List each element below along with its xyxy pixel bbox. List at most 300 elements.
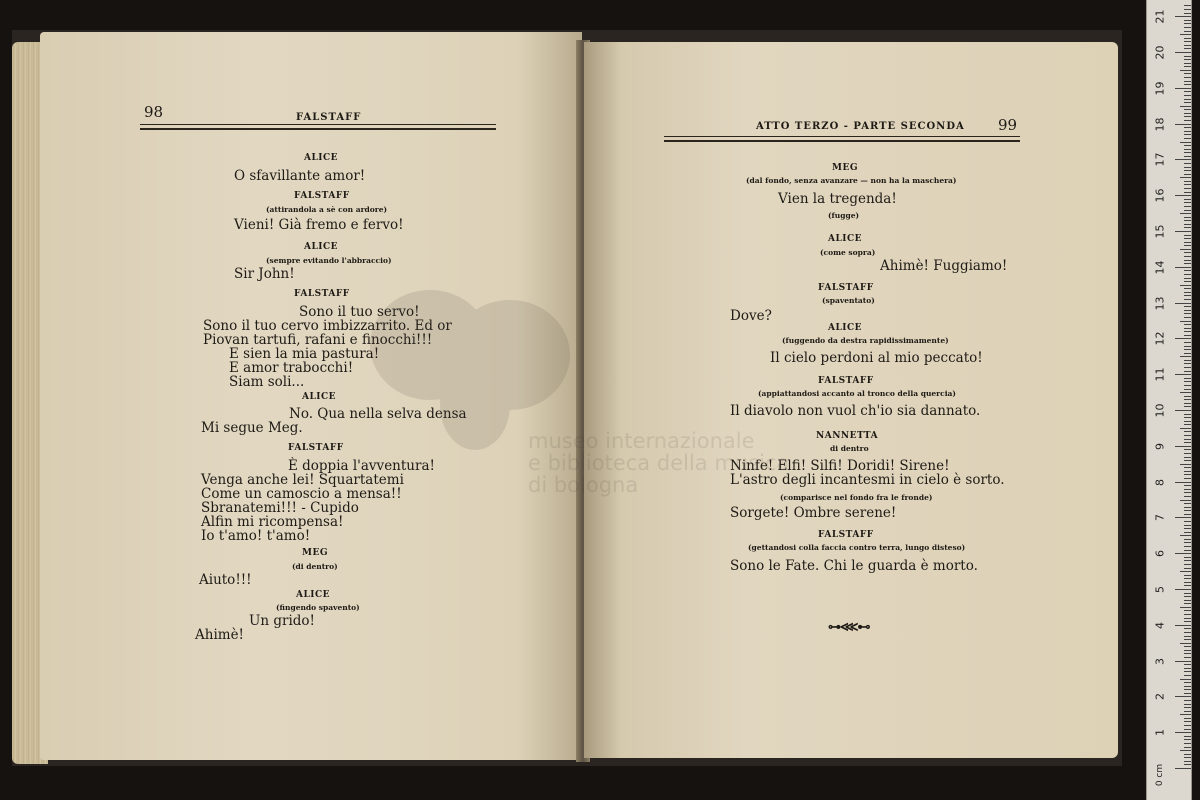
left-speaker: FALSTAFF [294,289,350,299]
ruler-tick [1184,729,1191,730]
left-line: E sien la mia pastura! [229,346,380,362]
ruler-number: 21 [1153,9,1167,24]
right-line: Vien la tregenda! [778,191,897,207]
ruler-tick [1184,457,1191,458]
ruler-tick [1184,707,1191,708]
ruler-tick [1184,131,1191,132]
measurement-ruler [1146,0,1192,800]
ruler-tick [1175,195,1191,196]
ruler-tick [1180,70,1191,71]
ruler-tick [1184,414,1191,415]
ruler-tick [1184,367,1191,368]
right-line: Sorgete! Ombre serene! [730,505,897,521]
left-direction: (sempre evitando l'abbraccio) [266,256,392,265]
ruler-tick [1184,109,1191,110]
right-page [584,42,1118,758]
right-page-number: 99 [998,116,1018,134]
ruler-tick [1184,721,1191,722]
ruler-tick [1184,181,1191,182]
ruler-tick [1175,159,1191,160]
ruler-tick [1184,281,1191,282]
ruler-tick [1184,81,1191,82]
ruler-tick [1184,621,1191,622]
left-line: È doppia l'avventura! [288,458,435,474]
ruler-tick [1175,338,1191,339]
ruler-tick [1184,156,1191,157]
right-line: Dove? [730,308,772,324]
ruler-tick [1184,560,1191,561]
ruler-tick [1180,714,1191,715]
ruler-tick [1184,73,1191,74]
ruler-number: 20 [1153,45,1167,60]
ruler-tick [1184,743,1191,744]
ruler-tick [1184,220,1191,221]
ruler-tick [1184,174,1191,175]
ruler-number: 19 [1153,81,1167,96]
ruler-tick [1184,120,1191,121]
ruler-tick [1184,693,1191,694]
ruler-tick [1184,145,1191,146]
left-page [40,32,582,760]
ruler-tick [1184,478,1191,479]
right-header-rule-bottom [664,140,1020,142]
right-direction: (fugge) [828,211,860,220]
left-line: Siam soli... [229,374,305,390]
ruler-number: 11 [1153,367,1167,382]
ruler-tick [1184,245,1191,246]
ruler-tick [1184,349,1191,350]
ruler-tick [1184,439,1191,440]
ruler-tick [1184,564,1191,565]
ruler-tick [1184,167,1191,168]
ruler-tick [1184,736,1191,737]
ruler-tick [1184,686,1191,687]
ruler-tick [1184,682,1191,683]
right-line: Sono le Fate. Chi le guarda è morto. [730,558,978,574]
ruler-tick [1175,446,1191,447]
ruler-tick [1175,696,1191,697]
left-speaker: ALICE [304,242,339,252]
ruler-tick [1184,657,1191,658]
ruler-number: 13 [1153,296,1167,311]
ruler-tick [1184,335,1191,336]
ruler-tick [1184,485,1191,486]
left-running-head: FALSTAFF [296,112,362,123]
ruler-tick [1180,571,1191,572]
ruler-tick [1184,217,1191,218]
left-line: Sono il tuo servo! [299,304,420,320]
left-header-rule-bottom [140,128,496,130]
ruler-tick [1184,99,1191,100]
right-direction: (appiattandosi accanto al tronco della quercia) [758,389,956,398]
ruler-number: 7 [1153,514,1167,522]
ruler-tick [1180,356,1191,357]
right-speaker: NANNETTA [816,431,879,441]
ruler-tick [1184,188,1191,189]
ruler-tick [1184,263,1191,264]
ruler-tick [1184,718,1191,719]
ruler-tick [1184,270,1191,271]
ruler-tick [1184,725,1191,726]
right-line: Il diavolo non vuol ch'io sia dannato. [730,403,981,419]
ruler-tick [1184,274,1191,275]
ruler-tick [1184,256,1191,257]
ruler-tick [1184,403,1191,404]
ruler-tick [1184,653,1191,654]
ruler-tick [1184,317,1191,318]
ruler-tick [1184,747,1191,748]
ruler-tick [1184,449,1191,450]
ruler-tick [1180,750,1191,751]
ruler-tick [1184,575,1191,576]
ruler-tick [1180,607,1191,608]
ruler-tick [1184,378,1191,379]
left-header-rule-top [140,124,496,125]
ruler-tick [1184,288,1191,289]
left-line: Io t'amo! t'amo! [201,528,311,544]
ruler-tick [1184,299,1191,300]
right-direction: (come sopra) [820,248,876,257]
ruler-tick [1175,124,1191,125]
ruler-tick [1175,589,1191,590]
right-speaker: MEG [832,163,859,173]
ruler-tick [1184,210,1191,211]
ruler-tick [1184,628,1191,629]
ruler-tick [1184,507,1191,508]
ruler-tick [1184,492,1191,493]
ruler-tick [1184,700,1191,701]
ruler-tick [1184,278,1191,279]
left-line: No. Qua nella selva densa [289,406,467,422]
ruler-tick [1175,267,1191,268]
ruler-tick [1175,52,1191,53]
ruler-tick [1184,149,1191,150]
left-line: Aiuto!!! [199,572,252,588]
ruler-tick [1184,102,1191,103]
ruler-tick [1180,679,1191,680]
ruler-tick [1180,142,1191,143]
ruler-tick [1175,768,1191,769]
ruler-tick [1184,59,1191,60]
ruler-tick [1184,754,1191,755]
ruler-tick [1184,5,1191,6]
ruler-tick [1184,664,1191,665]
ruler-number: 9 [1153,442,1167,450]
ruler-tick [1184,31,1191,32]
ruler-tick [1184,542,1191,543]
ruler-tick [1184,381,1191,382]
ruler-tick [1175,303,1191,304]
ruler-tick [1184,235,1191,236]
ruler-tick [1180,177,1191,178]
ruler-tick [1184,614,1191,615]
ruler-tick [1180,249,1191,250]
ruler-tick [1175,517,1191,518]
right-speaker: FALSTAFF [818,376,874,386]
ruler-tick [1184,610,1191,611]
ruler-tick [1180,464,1191,465]
ruler-tick [1184,292,1191,293]
ruler-number: 8 [1153,478,1167,486]
left-direction: (di dentro) [292,562,338,571]
ruler-tick [1184,371,1191,372]
ruler-tick [1184,252,1191,253]
ruler-tick [1180,535,1191,536]
right-speaker: FALSTAFF [818,530,874,540]
ruler-tick [1184,199,1191,200]
ruler-tick [1184,45,1191,46]
ruler-tick [1175,16,1191,17]
ruler-tick [1184,532,1191,533]
left-speaker: ALICE [302,392,337,402]
ruler-tick [1180,392,1191,393]
ruler-number: 18 [1153,117,1167,132]
ruler-tick [1184,396,1191,397]
ruler-number: 10 [1153,403,1167,418]
ruler-tick [1184,525,1191,526]
ruler-tick [1184,134,1191,135]
ruler-tick [1184,421,1191,422]
left-speaker: FALSTAFF [288,443,344,453]
ruler-tick [1184,546,1191,547]
ruler-tick [1184,435,1191,436]
ruler-tick [1184,192,1191,193]
ruler-tick [1184,406,1191,407]
ruler-tick [1184,471,1191,472]
ruler-tick [1175,88,1191,89]
right-direction: (fuggendo da destra rapidissimamente) [782,336,949,345]
ruler-tick [1180,285,1191,286]
ruler-tick [1184,113,1191,114]
right-speaker: FALSTAFF [818,283,874,293]
ruler-tick [1184,138,1191,139]
ruler-tick [1184,95,1191,96]
ruler-tick [1184,227,1191,228]
ruler-tick [1184,632,1191,633]
ruler-tick [1175,410,1191,411]
ruler-tick [1184,48,1191,49]
ruler-tick [1175,231,1191,232]
left-line: Un grido! [249,613,315,629]
ruler-tick [1184,675,1191,676]
ruler-tick [1184,389,1191,390]
ruler-tick [1184,399,1191,400]
ruler-tick [1184,528,1191,529]
ruler-tick [1184,431,1191,432]
ruler-number: 17 [1153,152,1167,167]
ruler-tick [1180,321,1191,322]
ruler-tick [1184,618,1191,619]
ruler-tick [1184,539,1191,540]
ruler-number: 12 [1153,331,1167,346]
ruler-tick [1184,91,1191,92]
ruler-tick [1184,328,1191,329]
ruler-tick [1184,313,1191,314]
ruler-tick [1184,38,1191,39]
left-speaker: FALSTAFF [294,191,350,201]
left-speaker: ALICE [304,153,339,163]
ruler-tick [1184,603,1191,604]
ruler-number: 14 [1153,260,1167,275]
left-line: Vieni! Già fremo e fervo! [234,217,404,233]
ruler-tick [1180,643,1191,644]
ruler-number: 6 [1153,550,1167,558]
ruler-number: 5 [1153,586,1167,593]
ruler-tick [1184,342,1191,343]
ruler-tick [1184,242,1191,243]
right-line: Il cielo perdoni al mio peccato! [770,350,983,366]
left-line: Sir John! [234,266,295,282]
ruler-tick [1184,757,1191,758]
ruler-tick [1184,646,1191,647]
left-line: O sfavillante amor! [234,168,366,184]
left-line: Ahimè! [195,627,244,643]
ruler-tick [1184,453,1191,454]
ruler-number: 2 [1153,693,1167,701]
ruler-tick [1184,711,1191,712]
right-line: Ninfe! Elfi! Silfi! Doridi! Sirene! [730,458,950,474]
right-direction: di dentro [830,444,869,453]
left-speaker: ALICE [296,590,331,600]
ruler-tick [1184,417,1191,418]
ruler-tick [1184,310,1191,311]
ruler-tick [1184,353,1191,354]
left-line: E amor trabocchi! [229,360,354,376]
ruler-tick [1184,650,1191,651]
ruler-tick [1184,489,1191,490]
ruler-tick [1184,224,1191,225]
ruler-tick [1184,20,1191,21]
ruler-tick [1184,66,1191,67]
ruler-tick [1184,385,1191,386]
ruler-tick [1184,184,1191,185]
right-speaker: ALICE [828,323,863,333]
ruler-tick [1184,557,1191,558]
right-running-head: ATTO TERZO - PARTE SECONDA [756,121,965,132]
ruler-tick [1184,152,1191,153]
ruler-tick [1184,761,1191,762]
ruler-tick [1175,732,1191,733]
ruler-tick [1184,170,1191,171]
ruler-tick [1184,689,1191,690]
ornament-icon: ⊶⋘⊷ [828,620,870,635]
ruler-tick [1184,238,1191,239]
ruler-tick [1184,202,1191,203]
ruler-tick [1184,503,1191,504]
right-direction: (dal fondo, senza avanzare — non ha la maschera) [746,176,957,185]
left-line: Sono il tuo cervo imbizzarrito. Ed or [203,318,452,334]
ruler-tick [1184,521,1191,522]
ruler-tick [1184,578,1191,579]
ruler-tick [1175,661,1191,662]
ruler-tick [1184,324,1191,325]
ruler-tick [1184,639,1191,640]
right-speaker: ALICE [828,234,863,244]
ruler-tick [1184,671,1191,672]
ruler-tick [1184,27,1191,28]
right-line: L'astro degli incantesmi in cielo è sorto. [730,472,1005,488]
left-page-number: 98 [144,103,164,121]
ruler-tick [1180,500,1191,501]
right-direction: (spaventato) [822,296,875,305]
left-line: Sbranatemi!!! - Cupido [201,500,359,516]
ruler-tick [1175,482,1191,483]
ruler-number: 1 [1153,729,1167,737]
right-direction: (gettandosi colla faccia contro terra, lungo disteso) [748,543,966,552]
ruler-tick [1184,346,1191,347]
ruler-tick [1184,9,1191,10]
ruler-tick [1184,306,1191,307]
left-speaker: MEG [302,548,329,558]
left-line: Mi segue Meg. [201,420,303,436]
ruler-tick [1184,360,1191,361]
ruler-tick [1184,424,1191,425]
left-line: Alfin mi ricompensa! [201,514,344,530]
ruler-tick [1184,600,1191,601]
left-line: Come un camoscio a mensa!! [201,486,402,502]
ruler-tick [1184,764,1191,765]
ruler-unit-label: 0 cm [1155,763,1166,787]
ruler-tick [1184,704,1191,705]
ruler-tick [1180,428,1191,429]
ruler-tick [1184,206,1191,207]
ruler-number: 3 [1153,657,1167,665]
ruler-tick [1180,106,1191,107]
ruler-tick [1184,593,1191,594]
right-header-rule-top [664,136,1020,137]
ruler-tick [1175,553,1191,554]
ruler-tick [1184,13,1191,14]
right-direction: (comparisce nel fondo fra le fronde) [780,493,933,502]
ruler-tick [1175,625,1191,626]
ruler-tick [1184,668,1191,669]
ruler-tick [1184,56,1191,57]
ruler-number: 16 [1153,188,1167,203]
ruler-tick [1175,374,1191,375]
ruler-tick [1184,331,1191,332]
ruler-tick [1184,739,1191,740]
ruler-tick [1184,514,1191,515]
ruler-tick [1184,77,1191,78]
ruler-tick [1184,496,1191,497]
ruler-tick [1184,460,1191,461]
ruler-tick [1184,84,1191,85]
ruler-tick [1184,163,1191,164]
ruler-tick [1184,636,1191,637]
left-line: Piovan tartufi, rafani e finocchi!!! [203,332,433,348]
ruler-tick [1184,23,1191,24]
ruler-tick [1184,568,1191,569]
ruler-tick [1184,63,1191,64]
ruler-tick [1180,34,1191,35]
ruler-tick [1184,582,1191,583]
ruler-number: 4 [1153,621,1167,629]
left-direction: (fingendo spavento) [276,603,360,612]
left-direction: (attirandola a sè con ardore) [266,205,388,214]
ruler-tick [1184,363,1191,364]
ruler-tick [1184,596,1191,597]
ruler-tick [1184,550,1191,551]
ruler-tick [1184,585,1191,586]
ruler-number: 15 [1153,224,1167,239]
right-line: Ahimè! Fuggiamo! [880,258,1008,274]
ruler-tick [1184,474,1191,475]
ruler-tick [1184,116,1191,117]
ruler-tick [1180,213,1191,214]
ruler-tick [1184,442,1191,443]
left-line: Venga anche lei! Squartatemi [201,472,404,488]
ruler-tick [1184,467,1191,468]
